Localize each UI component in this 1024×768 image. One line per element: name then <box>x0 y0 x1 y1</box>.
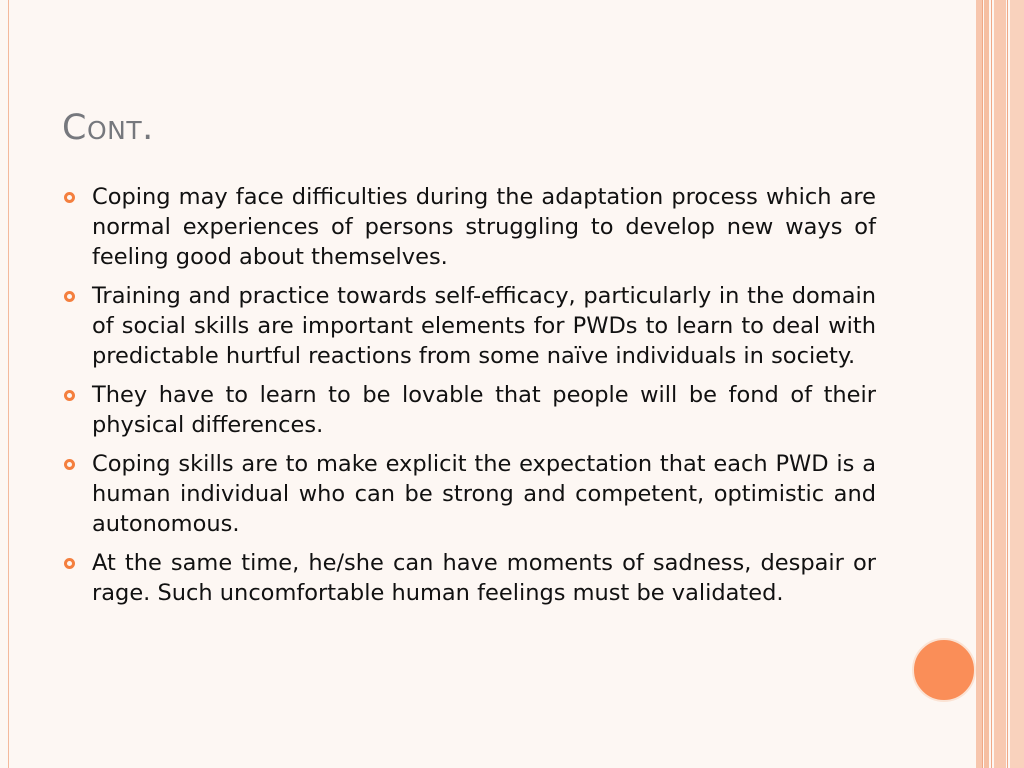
bullet-text: At the same time, he/she can have moments of sadness, despair or rage. Such uncomfortable human feelings must be validated. <box>92 550 876 606</box>
bullet-text: Coping may face difficulties during the adaptation process which are normal experiences of persons struggling to develop new ways of feeling good about themselves. <box>92 184 876 270</box>
bullet-ring-icon <box>64 390 75 401</box>
bullet-item <box>62 548 876 608</box>
bullet-ring-icon <box>64 459 75 470</box>
bullet-text: Coping skills are to make explicit the expectation that each PWD is a human individual who can be strong and competent, optimistic and autonomous. <box>92 451 876 537</box>
decor-stripe-line <box>1007 0 1008 768</box>
decor-circle <box>912 638 976 702</box>
decor-stripe-line <box>991 0 992 768</box>
bullet-text: Training and practice towards self-efficacy, particularly in the domain of social skills are important elements for PWDs to learn to deal with predictable hurtful reactions from some naïve individuals in society. <box>92 283 876 369</box>
bullet-item <box>62 182 876 272</box>
bullet-item <box>62 449 876 539</box>
decor-stripe <box>1010 0 1024 768</box>
slide-title: Cont. <box>62 108 154 148</box>
bullet-list <box>62 182 876 617</box>
decor-stripe-line <box>982 0 983 768</box>
bullet-item <box>62 281 876 371</box>
bullet-item <box>62 380 876 440</box>
decor-stripe <box>984 0 989 768</box>
bullet-ring-icon <box>64 558 75 569</box>
bullet-ring-icon <box>64 291 75 302</box>
bullet-text: They have to learn to be lovable that people will be fond of their physical differences. <box>92 382 876 438</box>
bullet-ring-icon <box>64 192 75 203</box>
left-border-line <box>8 0 9 768</box>
decor-stripe <box>994 0 1006 768</box>
